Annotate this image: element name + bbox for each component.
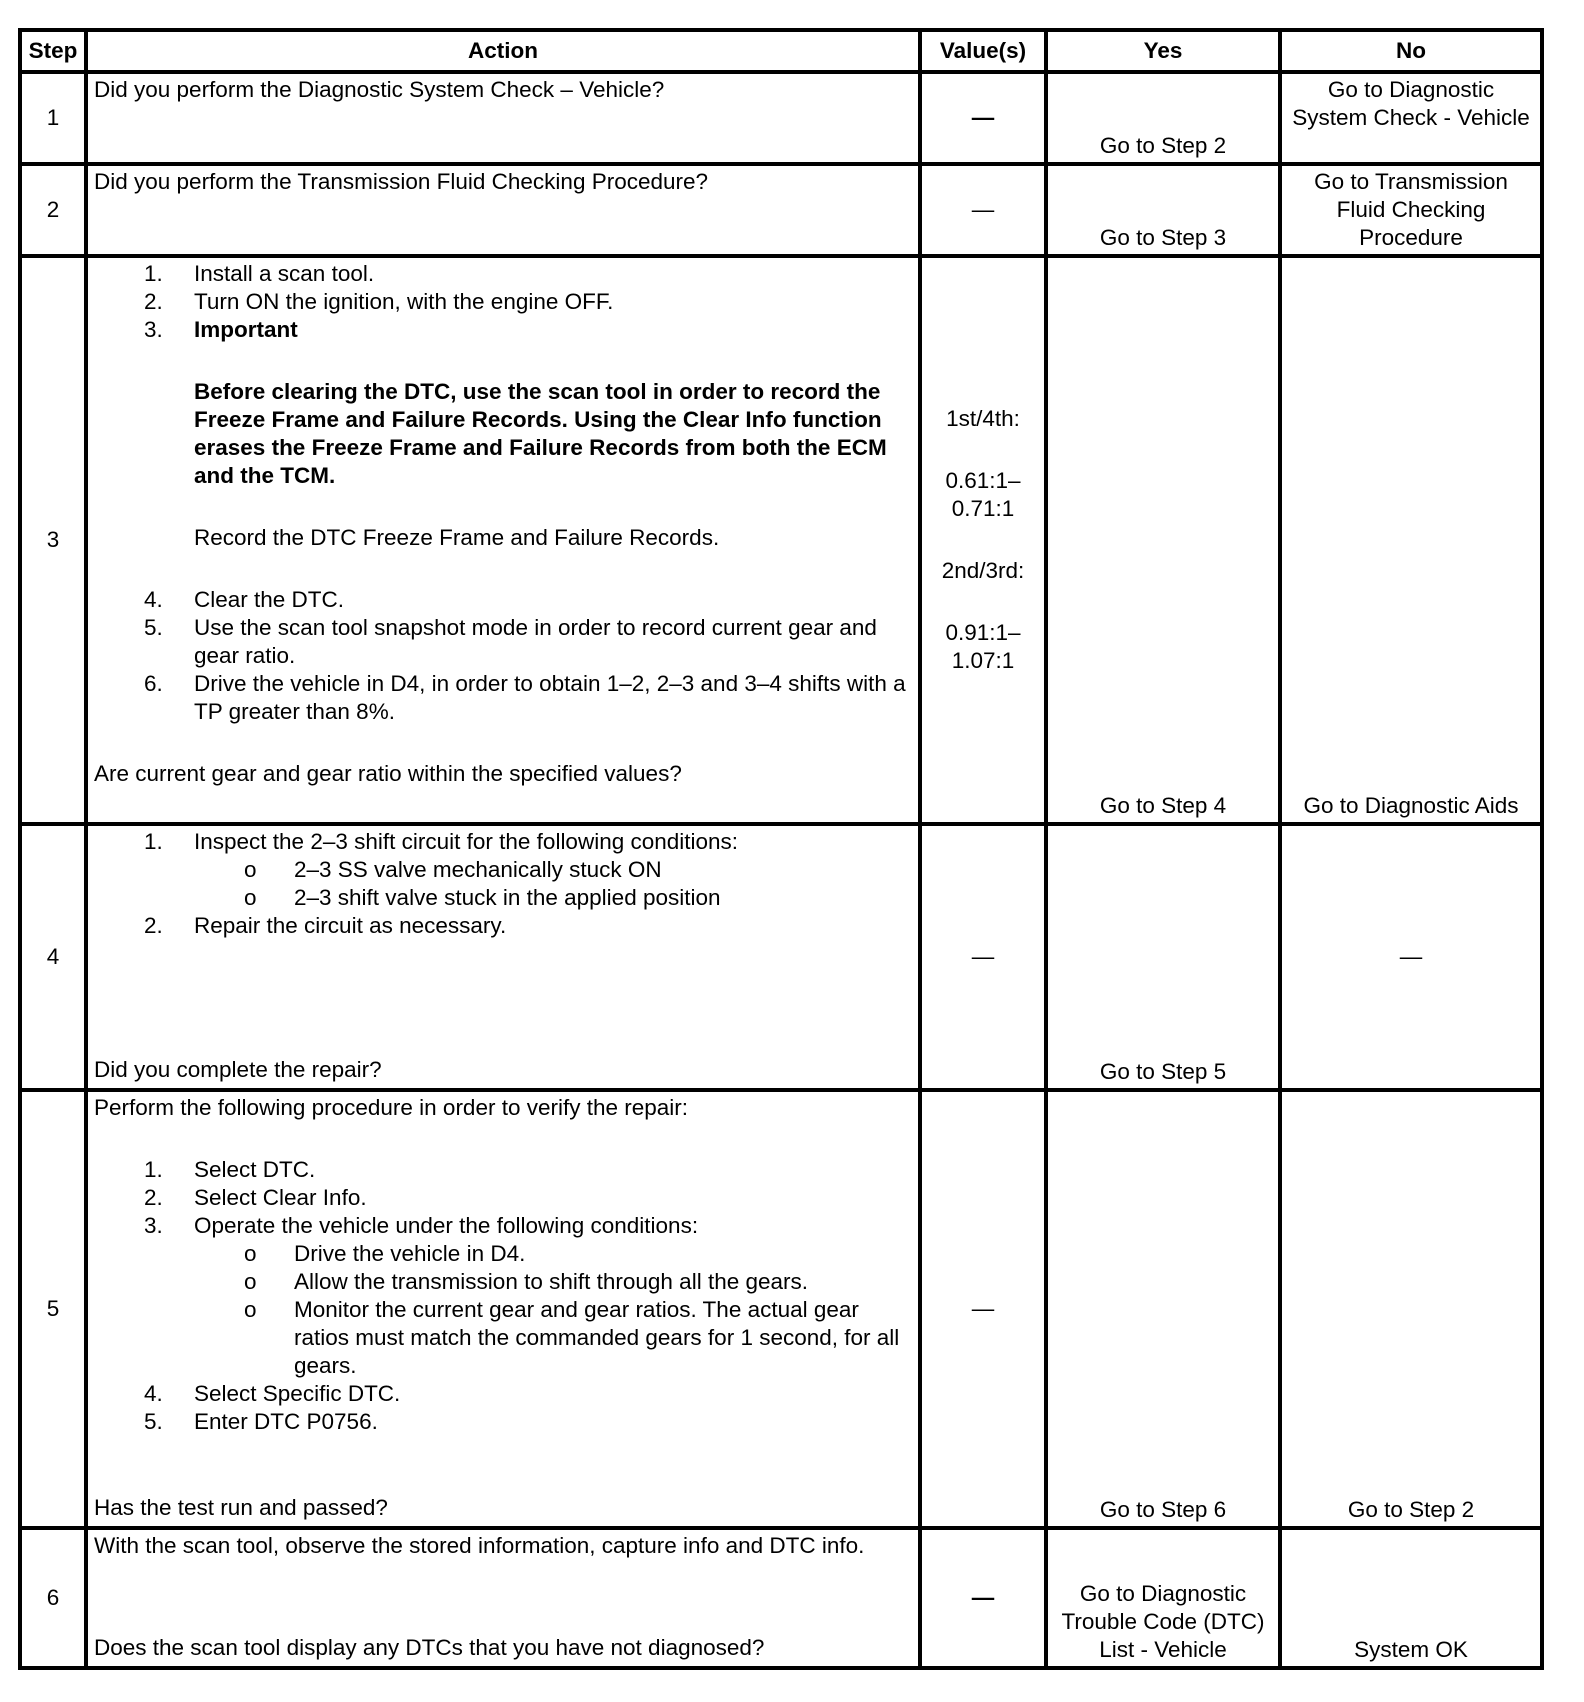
value-cell: — (920, 72, 1046, 164)
procedure-list (94, 828, 912, 856)
header-yes: Yes (1046, 30, 1280, 72)
no-cell: Go to Step 2 (1280, 1090, 1542, 1528)
yes-cell: Go to Diagnostic Trouble Code (DTC) List - Vehicle (1046, 1528, 1280, 1668)
value-cell: — (920, 824, 1046, 1090)
step-number: 6 (20, 1528, 86, 1668)
list-item: o Monitor the current gear and gear ratios. The actual gear ratios must match the commanded gears for 1 second, for all gears. (244, 1297, 900, 1378)
action-cell (86, 1528, 920, 1668)
table-row-step-4 (20, 824, 1542, 1090)
list-item: 1. Inspect the 2–3 shift circuit for the following conditions: (144, 829, 739, 854)
value-range: 0.91:1– 1.07:1 (945, 620, 1021, 673)
action-question: Has the test run and passed? (94, 1495, 388, 1520)
action-question: Did you complete the repair? (94, 1057, 382, 1082)
procedure-list (94, 1380, 912, 1436)
value-cell: — (920, 1528, 1046, 1668)
yes-cell: Go to Step 4 (1046, 256, 1280, 824)
step-number: 2 (20, 164, 86, 256)
important-note: Before clearing the DTC, use the scan tool in order to record the Freeze Frame and Failure Records. Using the Clear Info function erases the Freeze Frame and Failure Records from both the ECM and the TCM. (194, 379, 887, 488)
no-cell: Go to Diagnostic Aids (1280, 256, 1542, 824)
action-question: Did you perform the Diagnostic System Check – Vehicle? (94, 77, 665, 102)
value-cell: — (920, 164, 1046, 256)
list-item: 3. Important (94, 316, 912, 344)
table-row-step-2 (20, 164, 1542, 256)
step-number: 5 (20, 1090, 86, 1528)
step-number: 1 (20, 72, 86, 164)
table-row-step-3 (20, 256, 1542, 824)
procedure-list (94, 260, 912, 344)
action-intro: Perform the following procedure in order to verify the repair: (94, 1095, 689, 1120)
list-item: 1. Select DTC. (144, 1157, 316, 1182)
action-cell (86, 1090, 920, 1528)
yes-cell: Go to Step 3 (1046, 164, 1280, 256)
header-row (20, 30, 1542, 72)
list-item: o 2–3 SS valve mechanically stuck ON (244, 857, 662, 882)
action-question: Are current gear and gear ratio within the specified values? (94, 761, 682, 786)
step-number: 3 (20, 256, 86, 824)
action-cell (86, 256, 920, 824)
procedure-list (94, 586, 912, 726)
header-step: Step (20, 30, 86, 72)
list-item: 6. Drive the vehicle in D4, in order to obtain 1–2, 2–3 and 3–4 shifts with a TP greater than 8%. (144, 671, 906, 724)
condition-list (94, 856, 912, 912)
list-item: 2. Repair the circuit as necessary. (144, 913, 507, 938)
record-instruction: Record the DTC Freeze Frame and Failure Records. (194, 525, 720, 550)
step-number: 4 (20, 824, 86, 1090)
action-question: Does the scan tool display any DTCs that you have not diagnosed? (94, 1635, 765, 1660)
value-cell: — (920, 1090, 1046, 1528)
procedure-list (94, 912, 912, 940)
condition-list (94, 1240, 912, 1380)
list-item: 4. Clear the DTC. (144, 587, 345, 612)
procedure-list (94, 1156, 912, 1240)
no-cell: Go to Transmission Fluid Checking Procedure (1280, 164, 1542, 256)
no-cell: System OK (1280, 1528, 1542, 1668)
yes-cell: Go to Step 6 (1046, 1090, 1280, 1528)
list-item: o Drive the vehicle in D4. (244, 1241, 526, 1266)
diagnostic-table (18, 28, 1544, 1670)
action-question: Did you perform the Transmission Fluid Checking Procedure? (94, 169, 709, 194)
action-cell (86, 164, 920, 256)
yes-cell: Go to Step 2 (1046, 72, 1280, 164)
list-item: 5. Use the scan tool snapshot mode in order to record current gear and gear ratio. (144, 615, 877, 668)
table-row-step-5 (20, 1090, 1542, 1528)
action-cell (86, 824, 920, 1090)
table-row-step-6 (20, 1528, 1542, 1668)
list-item: 1. Install a scan tool. (144, 261, 375, 286)
list-item: 4. Select Specific DTC. (144, 1381, 401, 1406)
list-item: 2. Select Clear Info. (144, 1185, 367, 1210)
list-item: o Allow the transmission to shift through all the gears. (244, 1269, 809, 1294)
list-item: 2. Turn ON the ignition, with the engine OFF. (144, 289, 614, 314)
list-item: 3. Operate the vehicle under the following conditions: (144, 1213, 699, 1238)
header-values: Value(s) (920, 30, 1046, 72)
yes-cell: Go to Step 5 (1046, 824, 1280, 1090)
list-item: o 2–3 shift valve stuck in the applied position (244, 885, 721, 910)
important-label: Important (194, 317, 298, 342)
value-label: 1st/4th: (946, 406, 1020, 431)
value-label: 2nd/3rd: (941, 558, 1025, 583)
no-cell: — (1280, 824, 1542, 1090)
value-cell (920, 256, 1046, 824)
header-action: Action (86, 30, 920, 72)
list-item: 5. Enter DTC P0756. (144, 1409, 378, 1434)
table-row-step-1 (20, 72, 1542, 164)
action-cell (86, 72, 920, 164)
value-range: 0.61:1– 0.71:1 (945, 468, 1021, 521)
action-intro: With the scan tool, observe the stored information, capture info and DTC info. (94, 1533, 865, 1558)
no-cell: Go to Diagnostic System Check - Vehicle (1280, 72, 1542, 164)
header-no: No (1280, 30, 1542, 72)
